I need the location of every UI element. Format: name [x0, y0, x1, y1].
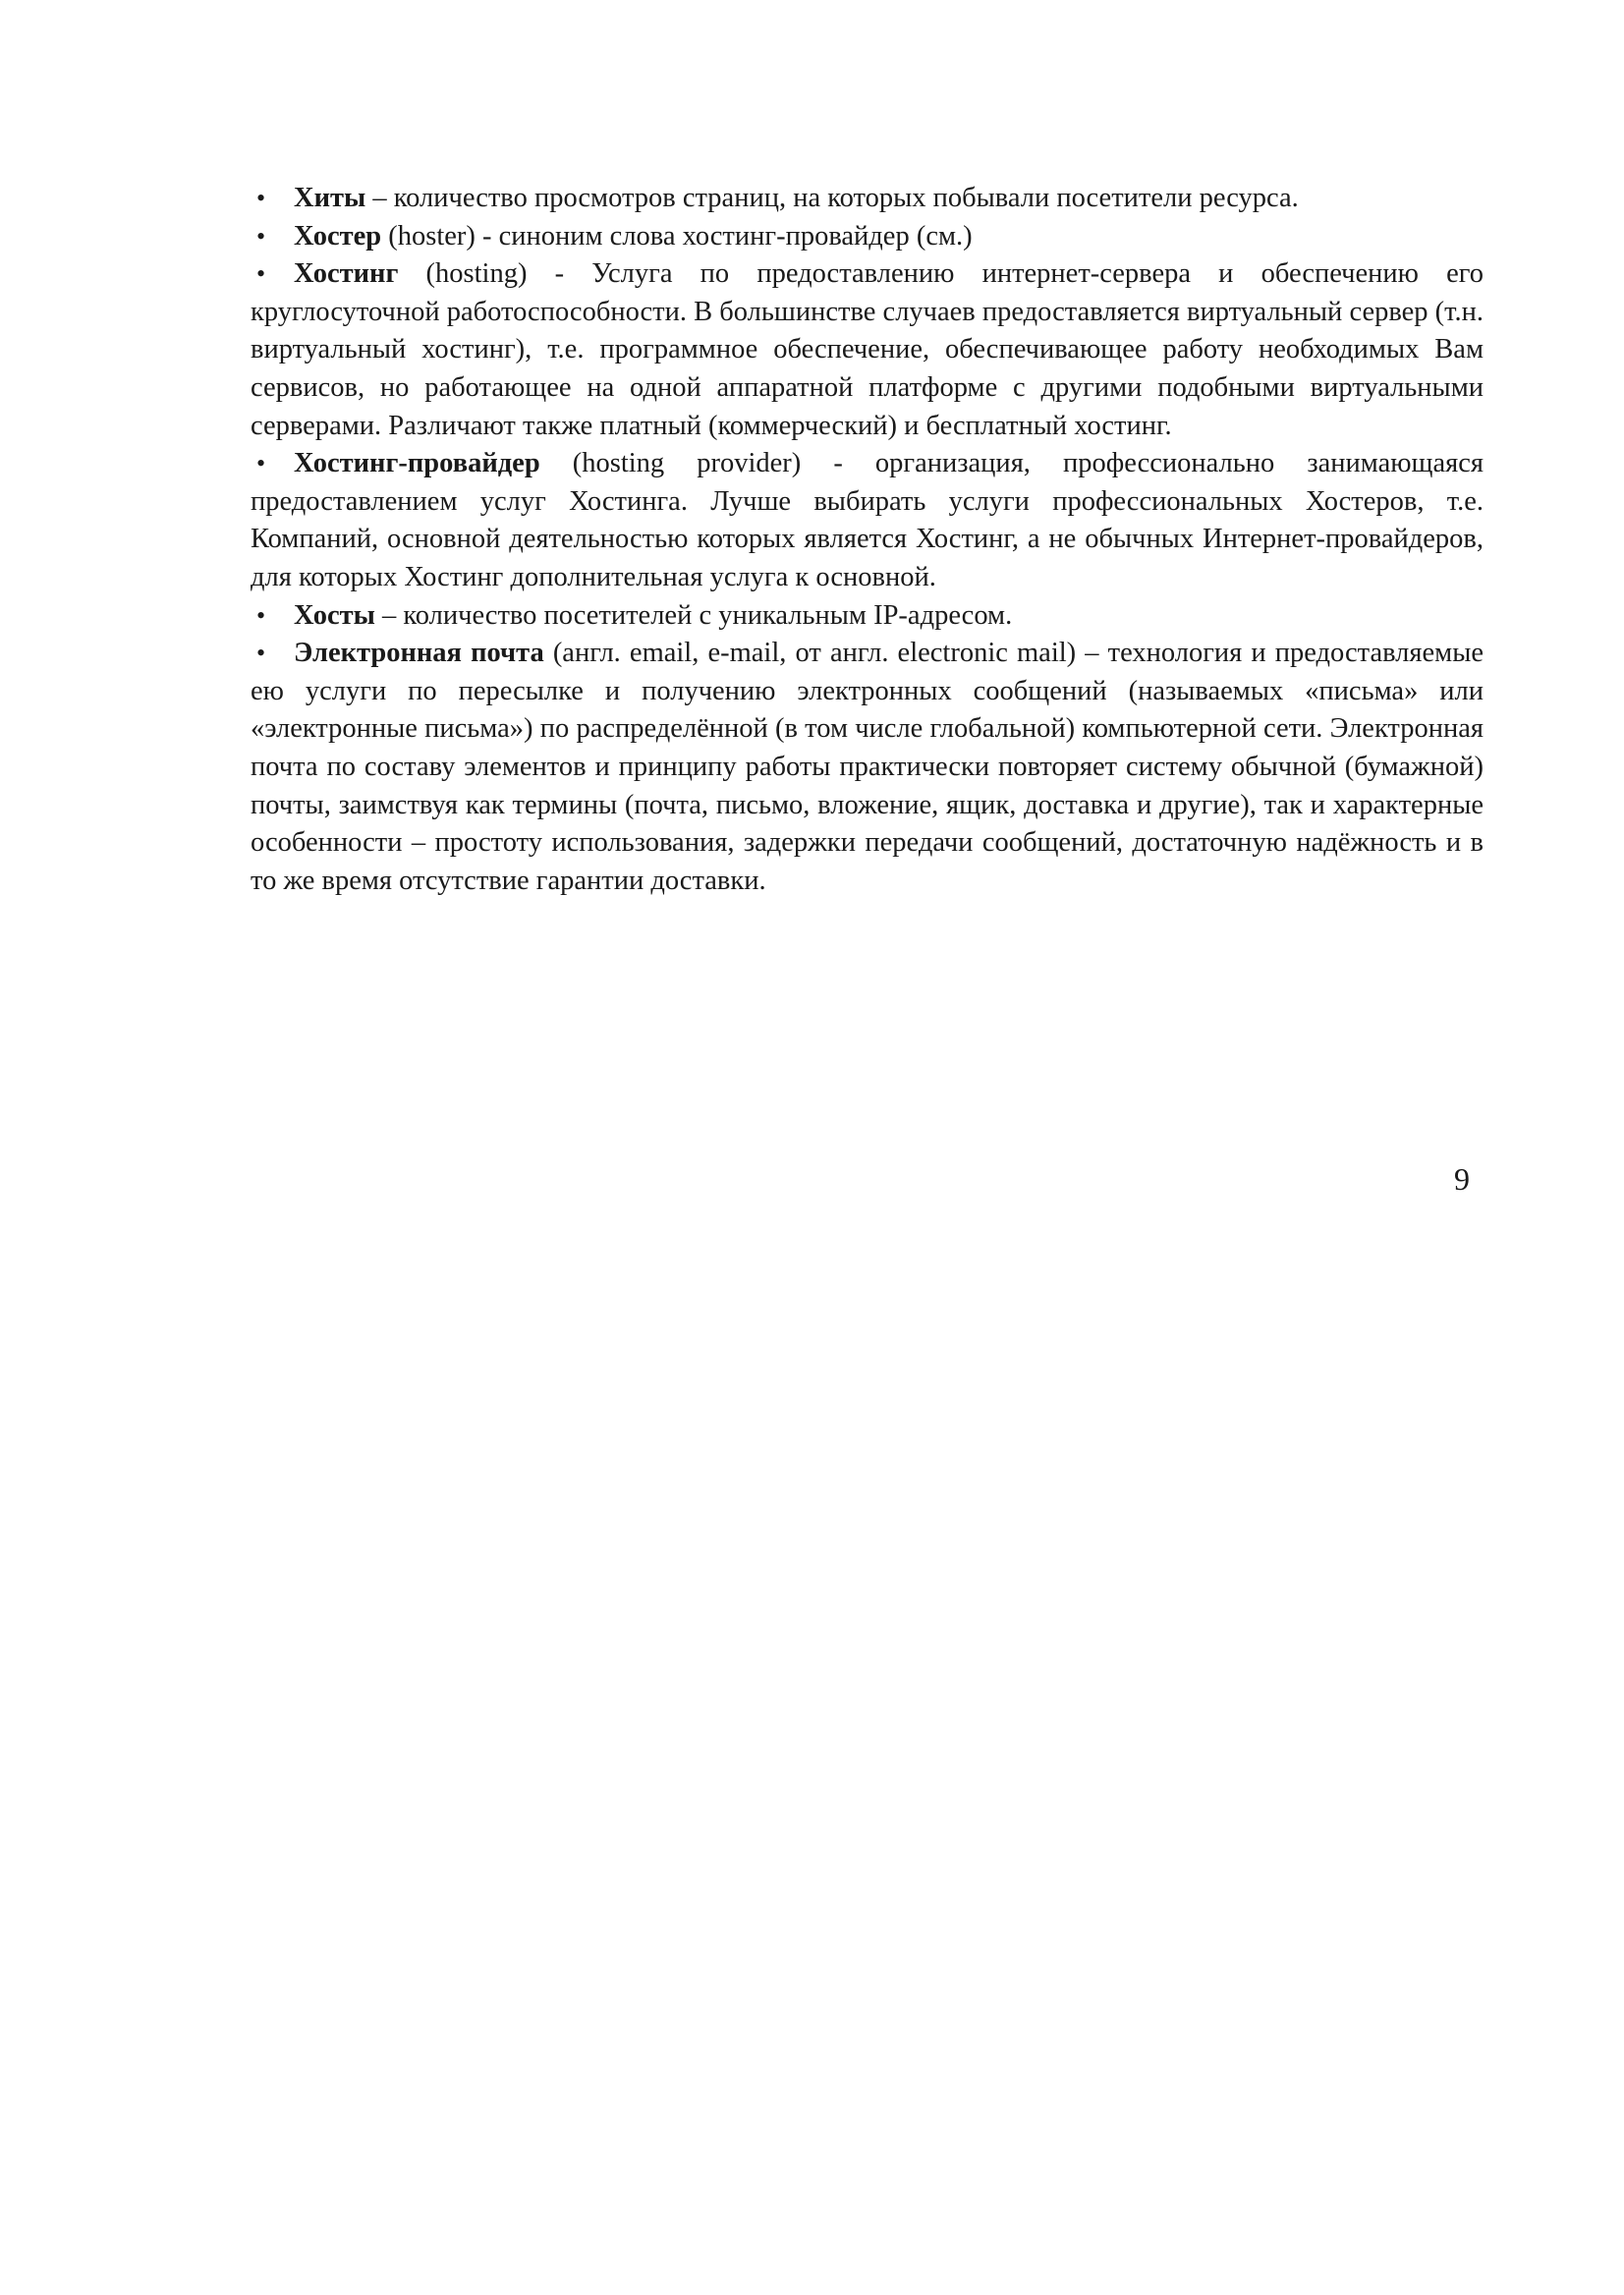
- glossary-entry-email: [251, 635, 1484, 900]
- glossary-definition: (hosting provider) - организация, профессионально занимающаяся предоставлением услуг Хостинга. Лучше выбирать услуги профессиональных Хостеров, т.е. Компаний, основной деятельностью которых является Хостинг, а не обычных Интернет-провайдеров, для которых Хостинг дополнительная услуга к основной.: [251, 448, 1484, 592]
- glossary-entry-hosting: [251, 255, 1484, 445]
- glossary-list: [251, 180, 1484, 900]
- glossary-definition: – количество просмотров страниц, на которых побывали посетители ресурса.: [365, 183, 1299, 213]
- glossary-definition: (англ. email, e-mail, от англ. electronic mail) – технология и предоставляемые ею услуги по пересылке и получению электронных сообщений (называемых «письма» или «электронные письма») по распределённой (в том числе глобальной) компьютерной сети. Электронная почта по составу элементов и принципу работы практически повторяет систему обычной (бумажной) почты, заимствуя как термины (почта, письмо, вложение, ящик, доставка и другие), так и характерные особенности – простоту использования, задержки передачи сообщений, достаточную надёжность и в то же время отсутствие гарантии доставки.: [251, 638, 1484, 896]
- glossary-entry-hits: [251, 180, 1484, 218]
- glossary-term: Хостер: [294, 220, 382, 252]
- glossary-entry-hosting-provider: [251, 445, 1484, 596]
- glossary-entry-hoster: [251, 218, 1484, 256]
- glossary-definition: (hosting) - Услуга по предоставлению интернет-сервера и обеспечению его круглосуточной работоспособности. В большинстве случаев предоставляется виртуальный сервер (т.н. виртуальный хостинг), т.е. программное обеспечение, обеспечивающее работу необходимых Вам сервисов, но работающее на одной аппаратной платформе с другими подобными виртуальными серверами. Различают также платный (коммерческий) и бесплатный хостинг.: [251, 258, 1484, 441]
- glossary-definition: – количество посетителей с уникальным IP-адресом.: [374, 599, 1013, 631]
- bullet: •: [256, 449, 266, 478]
- glossary-term: Хостинг: [294, 258, 399, 290]
- bullet: •: [256, 259, 266, 289]
- glossary-definition: (hoster) - синоним слова хостинг-провайдер (см.): [381, 220, 973, 252]
- page-number: 9: [1454, 1161, 1470, 1197]
- glossary-term: Хостинг-провайдер: [294, 448, 540, 479]
- glossary-term: Электронная почта: [294, 638, 544, 669]
- bullet: •: [256, 600, 266, 630]
- bullet: •: [256, 639, 266, 668]
- glossary-term: Хиты: [294, 183, 366, 213]
- bullet: •: [256, 221, 266, 251]
- glossary-entry-hosts: [251, 597, 1484, 636]
- bullet: •: [256, 184, 266, 212]
- glossary-term: Хосты: [294, 599, 375, 631]
